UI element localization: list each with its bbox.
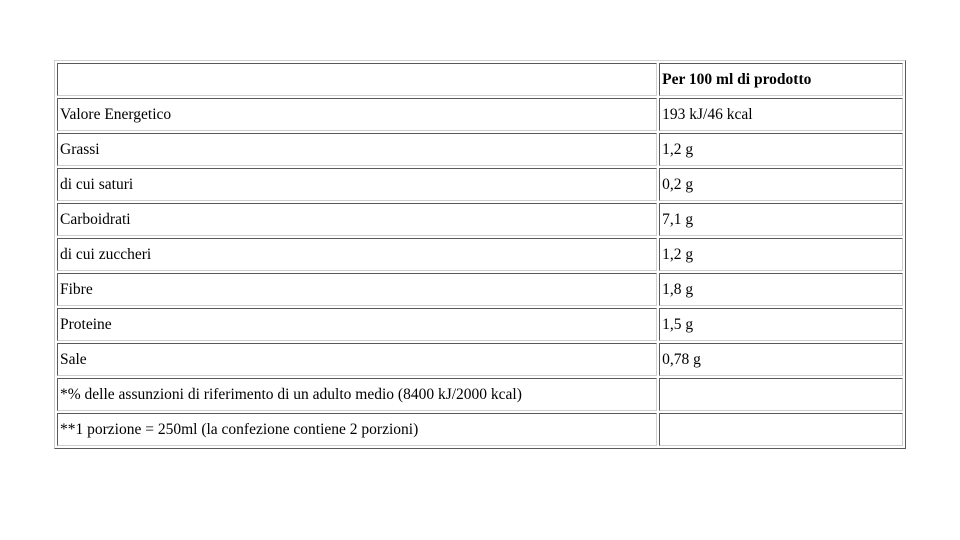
- row-value: 1,8 g: [659, 273, 903, 306]
- row-value: 0,78 g: [659, 343, 903, 376]
- table-row: [57, 308, 903, 341]
- table-row: [57, 273, 903, 306]
- row-label: Proteine: [57, 308, 657, 341]
- row-value: [659, 378, 903, 411]
- table-row: [57, 203, 903, 236]
- row-value: 1,2 g: [659, 133, 903, 166]
- row-value: 193 kJ/46 kcal: [659, 98, 903, 131]
- row-label: di cui saturi: [57, 168, 657, 201]
- table-row: [57, 133, 903, 166]
- row-label: *% delle assunzioni di riferimento di un adulto medio (8400 kJ/2000 kcal): [57, 378, 657, 411]
- row-label: di cui zuccheri: [57, 238, 657, 271]
- row-label: Grassi: [57, 133, 657, 166]
- header-label-cell: [57, 63, 657, 96]
- table-header-row: [57, 63, 903, 96]
- table-row: [57, 343, 903, 376]
- table-row: [57, 413, 903, 446]
- row-label: Valore Energetico: [57, 98, 657, 131]
- table-row: [57, 238, 903, 271]
- row-label: **1 porzione = 250ml (la confezione contiene 2 porzioni): [57, 413, 657, 446]
- row-value: 1,5 g: [659, 308, 903, 341]
- nutrition-table: [54, 60, 906, 449]
- table-row: [57, 168, 903, 201]
- row-value: [659, 413, 903, 446]
- header-value-cell: Per 100 ml di prodotto: [659, 63, 903, 96]
- row-value: 7,1 g: [659, 203, 903, 236]
- table-row: [57, 98, 903, 131]
- row-label: Carboidrati: [57, 203, 657, 236]
- row-value: 1,2 g: [659, 238, 903, 271]
- row-label: Sale: [57, 343, 657, 376]
- row-value: 0,2 g: [659, 168, 903, 201]
- row-label: Fibre: [57, 273, 657, 306]
- table-row: [57, 378, 903, 411]
